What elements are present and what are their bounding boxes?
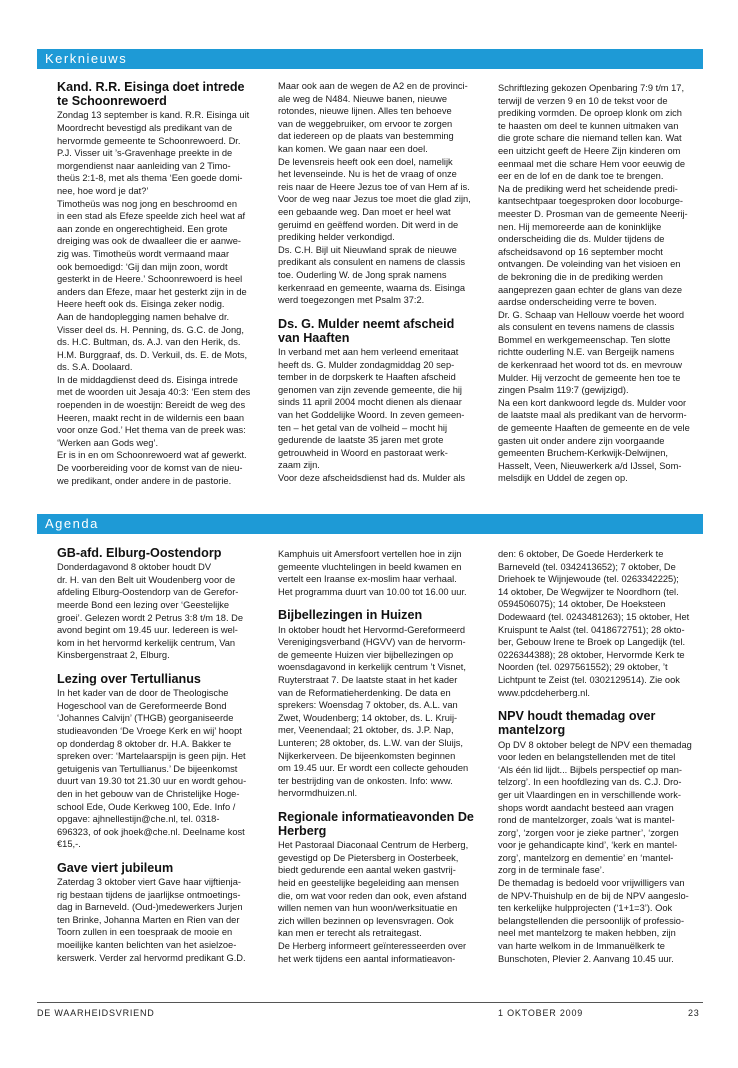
text-line: 0594506075); 14 oktober, De Hoeksteen xyxy=(498,599,666,610)
text-line: Het programma duurt van 10.00 tot 16.00 uur. xyxy=(278,586,467,597)
text-line: ten – het getal van de volheid – mocht hij xyxy=(278,422,448,433)
text-line: woensdagavond in kerkelijk centrum ’t Visnet, xyxy=(278,662,466,673)
text-line: ter bestrijding van de onkosten. Info: www. xyxy=(278,775,453,786)
text-line: zig was. Timotheüs wordt vermaand maar xyxy=(57,248,230,259)
article-body xyxy=(57,109,257,487)
text-line: reis naar de Heere Jezus toe of van Hem af is. xyxy=(278,181,470,192)
text-line: toe. Ouderling W. de Jong sprak namens xyxy=(278,269,447,280)
text-line: rond de mantelzorger, zoals ‘wat is mantel- xyxy=(498,815,675,826)
text-line: gemeente vluchtelingen in beeld kwamen en xyxy=(278,561,462,572)
text-line: afscheidsavond op 16 september mocht xyxy=(498,246,663,257)
article-title: Kand. R.R. Eisinga doet intrede te Schoonrewoerd xyxy=(57,80,245,109)
agenda-item-body xyxy=(57,876,257,964)
text-line: Na de prediking werd het scheidende predi- xyxy=(498,183,678,194)
text-line: voor onze God.’ Het thema van de preek was: xyxy=(57,425,246,436)
text-line: het werk tijdens een aantal informatieavon- xyxy=(278,953,456,964)
text-line: zaam zijn. xyxy=(278,460,320,471)
text-line: Voor de weg naar Jezus toe moet die glad zijn, xyxy=(278,194,471,205)
text-line: Mulder. Hij verzocht de gemeente hen toe te xyxy=(498,372,681,383)
text-line: voor leden en belangstellenden met de titel xyxy=(498,752,676,763)
text-line: duurt van 19.30 tot 21.30 uur en wordt gehou- xyxy=(57,776,247,787)
text-line: als consulent en tevens namens de classis xyxy=(498,322,675,333)
text-line: theüs 2:1-8, met als thema ‘Een goede domi- xyxy=(57,173,243,184)
text-line: Maar ook aan de wegen de A2 en de provinci- xyxy=(278,81,468,91)
section-title: Kerknieuws xyxy=(45,51,128,66)
text-line: De voorbereiding voor de komst van de nieu- xyxy=(57,463,243,474)
text-line: Nijkerkerveen. De bijeenkomsten beginnen xyxy=(278,750,456,761)
text-line: Moordrecht bevestigd als predikant van de xyxy=(57,123,233,133)
article-body xyxy=(498,82,698,485)
text-line: anders dan Efeze, maar het gesterkt zijn in de xyxy=(57,286,247,297)
text-line: avond begint om 19.45 uur. Iedereen is wel- xyxy=(57,625,238,636)
text-line: voor je gehandicapte kind’, ‘kerk en mantel- xyxy=(498,840,678,851)
text-line: In verband met aan hem verleend emeritaat xyxy=(278,347,459,358)
text-line: groei’. Gelezen wordt 2 Petrus 3:8 t/m 18. De xyxy=(57,612,244,623)
text-line: opgave: ajhnellestijn@che.nl, tel. 0318- xyxy=(57,814,220,825)
text-line: ten kerkelijke hulpprojecten (‘1+1=3’). Ook xyxy=(498,903,673,914)
text-line: ds. S.A. Doolaard. xyxy=(57,362,133,373)
text-line: ber, Gebouw Irene te Broek op Langedijk (tel. xyxy=(498,637,686,648)
article-title: Ds. G. Mulder neemt afscheid van Haaften xyxy=(278,316,455,345)
text-line: te haasten om deel te kunnen uitmaken van xyxy=(498,120,679,131)
text-line: dreiging was ook de dwaalleer die er aanwe- xyxy=(57,236,241,247)
text-line: rotondes, nieuwe lijnen. Alles ten behoeve xyxy=(278,106,452,117)
text-line: afdeling Elburg-Oostendorp van de Gerefor- xyxy=(57,587,239,598)
text-line: heid en geestelijke begeleiding aan mensen xyxy=(278,878,459,889)
text-line: shops wordt aandacht besteed aan vragen xyxy=(498,802,674,813)
text-line: zich willen bezinnen op levensvragen. Ook xyxy=(278,915,454,926)
agenda-item-title: Regionale informatieavonden De Herberg xyxy=(278,809,474,839)
agenda-column-1 xyxy=(57,546,257,964)
agenda-item-body xyxy=(57,687,257,851)
text-line: Ds. C.H. Bijl uit Nieuwland sprak de nieuwe xyxy=(278,244,457,255)
text-line: Noorden (tel. 0297561552); 29 oktober, ’t xyxy=(498,662,668,673)
text-line: kerkenraad en gemeente, waarna ds. Eisinga xyxy=(278,282,466,293)
agenda-item-title: NPV houdt themadag over mantelzorg xyxy=(498,709,656,738)
text-line: In het kader van de door de Theologische xyxy=(57,688,229,699)
text-line: In oktober houdt het Hervormd-Gereformeerd xyxy=(278,624,466,635)
text-line: om 19.45 uur. Er wordt een collecte gehouden xyxy=(278,763,469,774)
footer-divider xyxy=(37,1002,703,1003)
text-line: De levensreis heeft ook een doel, namelijk xyxy=(278,156,453,167)
text-line: morgendienst naar aanleiding van 2 Timo- xyxy=(57,160,231,171)
text-line: ‘Werken aan Gods weg’. xyxy=(57,437,159,448)
text-line: mer, Veenendaal; 21 oktober, ds. J.P. Nap, xyxy=(278,725,454,736)
text-line: Donderdagavond 8 oktober houdt DV xyxy=(57,562,212,573)
text-line: zorg’, mantelzorg en dementie’ en ‘mantel- xyxy=(498,852,674,863)
text-line: de gemeente Haaften de gemeente en de vele xyxy=(498,423,690,434)
text-line: onderscheiding die ds. Mulder tijdens de xyxy=(498,234,665,245)
text-line: Lichtpunt te Zeist (tel. 0302129514). Zie ook xyxy=(498,674,680,685)
text-line: Bunschoten, Plevier 2. Aanvang 10.45 uur. xyxy=(498,953,674,964)
text-line: dr. H. van den Belt uit Woudenberg voor de xyxy=(57,574,236,585)
text-line: Er is in en om Schoonrewoerd wat af gewerkt. xyxy=(57,450,247,461)
text-line: H.M. Burggraaf, ds. D. Verkuil, ds. E. de Mots, xyxy=(57,349,248,360)
text-line: die grote schare die niemand tellen kan. Wat xyxy=(498,133,682,144)
text-line: P.J. Visser uit ’s-Gravenhage preekte in de xyxy=(57,148,233,159)
text-line: De Herberg informeert geïnteresseerden over xyxy=(278,941,467,952)
text-line: kerswerk. Verder zal hervormd predikant G.D. xyxy=(57,952,246,963)
text-line: gevestigd op De Pietersberg in Oosterbeek, xyxy=(278,852,459,863)
text-line: het levenseinde. Nu is het de vraag of onze xyxy=(278,169,457,180)
text-line: www.pdcdeherberg.nl. xyxy=(498,687,590,698)
text-line: Ruyterstraat 7. De laatste staat in het kader xyxy=(278,674,458,685)
text-line: aan zonde en ongerechtigheid. Een grote xyxy=(57,223,228,234)
text-line: ds. H.C. Bultman, ds. A.J. van den Herik, ds. xyxy=(57,337,241,348)
text-line: sprekers: Woensdag 7 oktober, ds. A.L. van xyxy=(278,700,458,711)
text-line: nee, hoe word je dat?’ xyxy=(57,185,149,196)
footer-date: 1 OKTOBER 2009 xyxy=(498,1008,584,1018)
text-line: predikant als consulent en namens de classis xyxy=(278,257,466,268)
text-line: Aan de handoplegging namen behalve dr. xyxy=(57,311,230,322)
text-line: 696323, of ook jhoek@che.nl. Deelname kost xyxy=(57,826,245,837)
text-line: eer en de lof en de dank toe te brengen. xyxy=(498,171,664,182)
article-body xyxy=(278,80,478,307)
text-line: de kerkenraad het woord tot ds. en mevrouw xyxy=(498,360,682,371)
agenda-item-body xyxy=(278,548,478,598)
text-line: we predikant, onder andere in de pastorie. xyxy=(57,475,232,486)
text-line: Heeren, maakt recht in de wildernis een baan xyxy=(57,412,245,423)
text-line: ook bemoedigd: ‘Gij dan mijn zoon, wordt xyxy=(57,261,228,272)
text-line: gedurende de laatste 35 jaren met grote xyxy=(278,435,444,446)
text-line: ale weg de N484. Nieuwe banen, nieuwe xyxy=(278,93,448,104)
agenda-item-body xyxy=(278,624,478,800)
text-line: meerde Bond een lezing over ‘Geestelijke xyxy=(57,599,230,610)
text-line: Zaterdag 3 oktober viert Gave haar vijftienja- xyxy=(57,877,241,888)
agenda-item-title: Bijbellezingen in Huizen xyxy=(278,608,423,623)
text-line: werd toegezongen met Psalm 37:2. xyxy=(278,295,425,306)
text-line: De themadag is bedoeld voor vrijwilligers van xyxy=(498,878,685,889)
text-line: vertelt een Iraanse ex-moslim haar verhaal. xyxy=(278,574,457,585)
section-header-kerknieuws xyxy=(37,49,703,69)
text-line: getuigenis van Tertullianus.’ De bijeenkomst xyxy=(57,763,238,774)
agenda-column-2 xyxy=(278,548,478,965)
text-line: de bekroning die in de prediking werden xyxy=(498,271,663,282)
text-line: Hogeschool van de Gereformeerde Bond xyxy=(57,700,227,711)
text-line: kan men er terecht als retraitegast. xyxy=(278,928,422,939)
text-line: belangstellenden die persoonlijk of professio- xyxy=(498,915,685,926)
text-line: zorg’, ‘zorgen voor je zieke partner’, ‘zorgen xyxy=(498,827,679,838)
text-line: Kamphuis uit Amersfoort vertellen hoe in zijn xyxy=(278,549,462,559)
text-line: Voor deze afscheidsdienst had ds. Mulder als xyxy=(278,473,466,484)
text-line: Op DV 8 oktober belegt de NPV een themadag xyxy=(498,739,692,750)
text-line: aangeprezen gaan echter de glans van deze xyxy=(498,284,683,295)
text-line: neel met mantelzorg te maken hebben, zijn xyxy=(498,928,676,939)
text-line: hervormde gemeente te Schoonrewoerd. Dr. xyxy=(57,135,241,146)
text-line: de NPV-Thuishulp en de bij de NPV aangeslo- xyxy=(498,890,689,901)
section-header-agenda xyxy=(37,514,703,534)
text-line: Dodewaard (tel. 0243481263); 15 oktober, Het xyxy=(498,611,690,622)
text-line: Barneveld (tel. 0342413652); 7 oktober, De xyxy=(498,561,676,572)
text-line: van de weggebruiker, om ervoor te zorgen xyxy=(278,118,453,129)
text-line: prediking vormden. De oproep klonk om zich xyxy=(498,108,682,119)
text-line: getrouwheid in Woord en pastoraat werk- xyxy=(278,447,448,458)
text-line: in een stad als Efeze speelde zich heel wat af xyxy=(57,211,246,222)
text-line: gemeenten Bruchem-Kerkwijk-Delwijnen, xyxy=(498,448,668,459)
text-line: meester D. Prosman van de gemeente Neerij- xyxy=(498,208,688,219)
text-line: Het Pastoraal Diaconaal Centrum de Herberg, xyxy=(278,840,469,851)
agenda-item-body xyxy=(278,839,478,965)
text-line: school Ede, Oude Kerkweg 100, Ede. Info / xyxy=(57,801,236,812)
text-line: dat iedereen op de plaats van bestemming xyxy=(278,131,454,142)
text-line: genomen van zijn zevende gemeente, die hij xyxy=(278,384,462,395)
text-line: ger uit Vlaardingen en in verschillende work- xyxy=(498,789,681,800)
text-line: van harte welkom in de Immanuëlkerk te xyxy=(498,941,665,952)
article-body xyxy=(278,346,478,485)
text-line: heeft ds. G. Mulder zondagmiddag 20 sep- xyxy=(278,359,455,370)
text-line: Heere heeft ook ds. Eisinga zeker nodig. xyxy=(57,299,225,310)
text-line: sinds 11 april 2004 mocht dienen als dienaar xyxy=(278,397,462,408)
agenda-item-body xyxy=(498,548,698,699)
section-title: Agenda xyxy=(45,516,99,531)
text-line: ‘Als één lid lijdt... Bijbels perspectief op man- xyxy=(498,764,682,775)
text-line: eenmaal met die schare Hem voor eeuwig de xyxy=(498,158,686,169)
text-line: op donderdag 8 oktober dr. H.A. Bakker te xyxy=(57,738,232,749)
text-line: telzorg’. In een hoofdlezing van ds. C.J. Dro- xyxy=(498,777,682,788)
text-line: biedt gedurende een aantal weken gastvrij- xyxy=(278,865,456,876)
text-line: Toorn zullen in een toespraak de mooie en xyxy=(57,927,233,938)
text-line: van de Reformatieherdenking. De data en xyxy=(278,687,451,698)
text-line: een gebaande weg. Dan moet er heel wat xyxy=(278,206,451,217)
text-line: kantsechtpaar toegesproken door locoburge- xyxy=(498,196,684,207)
text-line: melsdijk en Uddel de zegen op. xyxy=(498,473,628,484)
text-line: ten Brinke, Johanna Marten en Rien van der xyxy=(57,914,240,925)
text-line: kom in het hervormd kerkelijk centrum, Van xyxy=(57,637,236,648)
text-line: Dr. G. Schaap van Hellouw voerde het woord xyxy=(498,309,685,320)
text-line: dag in Barneveld. (Oud-)medewerkers Jurjen xyxy=(57,902,243,913)
text-line: Verenigingsverband (HGVV) van de hervorm- xyxy=(278,637,466,648)
text-line: richtte ouderling N.E. van Bergeijk namens xyxy=(498,347,675,358)
agenda-item-title: Lezing over Tertullianus xyxy=(57,671,201,686)
text-line: nen. Hij memoreerde aan de koninklijke xyxy=(498,221,662,232)
text-line: Lunteren; 28 oktober, ds. L.W. van der Sluijs, xyxy=(278,737,464,748)
text-line: Visser deel ds. H. Penning, ds. G.C. de Jong, xyxy=(57,324,244,335)
text-line: prediking helder verkondigd. xyxy=(278,232,395,243)
agenda-column-3 xyxy=(498,548,698,965)
text-line: spreken over: ‘Martelaarspijn is geen pijn. Het xyxy=(57,751,246,762)
text-line: In de middagdienst deed ds. Eisinga intrede xyxy=(57,374,238,385)
text-line: geruimd en geëffend worden. Dit werd in de xyxy=(278,219,459,230)
text-line: Schriftlezing gekozen Openbaring 7:9 t/m 17, xyxy=(498,83,685,93)
text-line: zingen Psalm 119:7 (gewijzigd). xyxy=(498,385,629,396)
text-line: roependen in de woestijn: Bereidt de weg des xyxy=(57,400,246,411)
kerknieuws-column-3 xyxy=(498,82,698,485)
text-line: de laatste maal als predikant van de hervorm- xyxy=(498,410,687,421)
text-line: Bommel en werkgemeenschap. Ten slotte xyxy=(498,334,671,345)
text-line: Driehoek te Wijnjewoude (tel. 0263342225); xyxy=(498,574,679,585)
text-line: Zondag 13 september is kand. R.R. Eisinga uit xyxy=(57,110,250,121)
text-line: aardse onderscheiding verre te boven. xyxy=(498,297,657,308)
text-line: die, om wat voor reden dan ook, even afstand xyxy=(278,890,467,901)
text-line: met de woorden uit Jesaja 40:3: ‘Een stem des xyxy=(57,387,251,398)
text-line: 14 oktober, De Wegwijzer te Noordhorn (tel. xyxy=(498,586,679,597)
agenda-item-title: Gave viert jubileum xyxy=(57,860,174,875)
text-line: Timotheüs was nog jong en beschroomd en xyxy=(57,198,238,209)
text-line: de gemeente Huizen vier bijbellezingen op xyxy=(278,649,454,660)
text-line: Hasselt, Veen, Nieuwerkerk a/d IJssel, Som- xyxy=(498,460,682,471)
text-line: Na een kort dankwoord legde ds. Mulder voor xyxy=(498,397,687,408)
text-line: rig bestaan tijdens de jaarlijkse ontmoetings- xyxy=(57,889,241,900)
text-line: Zwet, Woudenberg; 14 oktober, ds. L. Kruij- xyxy=(278,712,458,723)
text-line: hervormdhuizen.nl. xyxy=(278,788,358,799)
text-line: ontvangen. De voleinding van het visioen en xyxy=(498,259,681,270)
footer-page-number: 23 xyxy=(688,1008,700,1018)
footer-publication: DE WAARHEIDSVRIEND xyxy=(37,1008,155,1018)
text-line: gesterkt in de Heere.’ Schoonrewoerd is heel xyxy=(57,274,243,285)
agenda-item-body xyxy=(57,561,257,662)
text-line: willen nemen van hun woon/werksituatie en xyxy=(278,903,458,914)
text-line: studieavonden ‘De Vroege Kerk en wij’ hoopt xyxy=(57,725,242,736)
agenda-item-body xyxy=(498,739,698,966)
text-line: ‘Johannes Calvijn’ (THGB) georganiseerde xyxy=(57,713,234,724)
agenda-item-title: GB-afd. Elburg-Oostendorp xyxy=(57,546,222,560)
text-line: moeilijke kanten belichten van het asielzoe- xyxy=(57,940,237,951)
text-line: Kruispunt te Aalst (tel. 0418672751); 28 okto- xyxy=(498,624,685,635)
text-line: den: 6 oktober, De Goede Herderkerk te xyxy=(498,549,664,559)
text-line: 0226344388); 28 oktober, Hervormde Kerk te xyxy=(498,649,685,660)
text-line: van het Goddelijke Woord. In zeven gemeen- xyxy=(278,410,465,421)
text-line: kan komen. We gaan naar een doel. xyxy=(278,143,428,154)
kerknieuws-column-2 xyxy=(278,80,478,485)
text-line: gasten uit onder andere zijn voorgaande xyxy=(498,435,665,446)
text-line: een uitzicht geeft de Heere Zijn kinderen om xyxy=(498,145,681,156)
text-line: zorg in de terminale fase’. xyxy=(498,865,605,876)
kerknieuws-column-1 xyxy=(57,80,257,487)
text-line: terwijl de verzen 9 en 10 de tekst voor de xyxy=(498,95,668,106)
text-line: tember in de dorpskerk te Haaften afscheid xyxy=(278,372,456,383)
text-line: Kinsbergenstraat 2, Elburg. xyxy=(57,650,170,661)
text-line: €15,-. xyxy=(57,839,81,850)
text-line: den in het gebouw van de Christelijke Hoge- xyxy=(57,788,240,799)
